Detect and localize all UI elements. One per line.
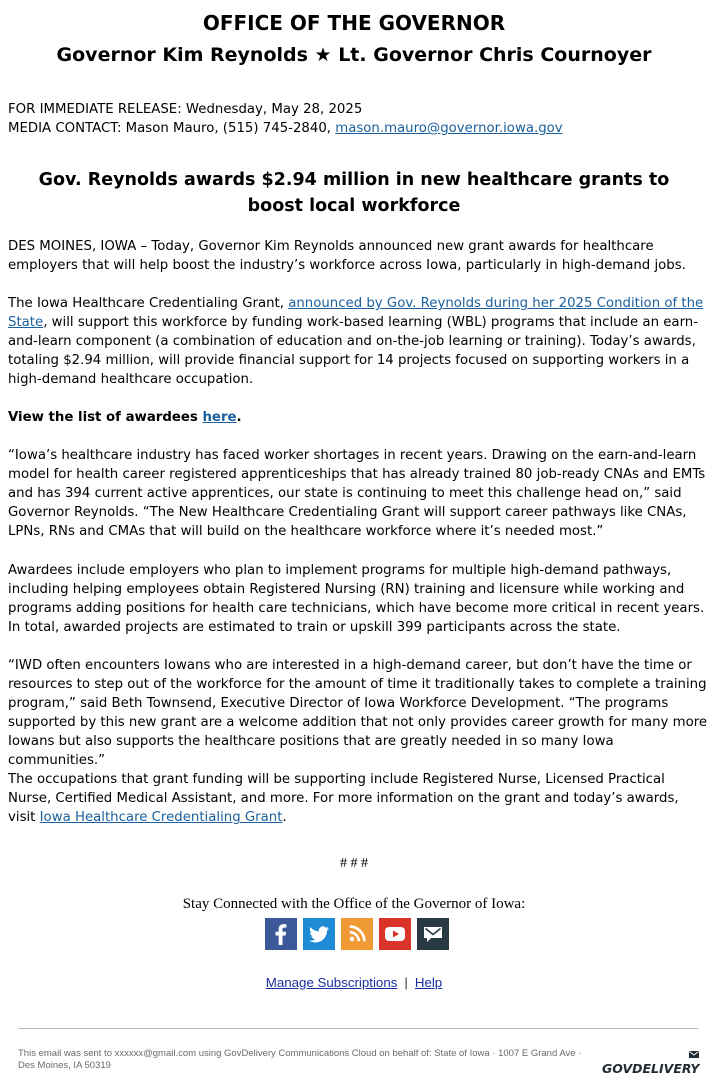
awardees-text: View the list of awardees: [8, 410, 203, 425]
release-date: FOR IMMEDIATE RELEASE: Wednesday, May 28, 2025: [8, 102, 363, 117]
footer-divider: [18, 1028, 698, 1029]
paragraph-intro: DES MOINES, IOWA – Today, Governor Kim Reynolds announced new grant awards for healthcare employers that will help boost the industry’s workforce across Iowa, particularly in high-demand jobs.: [8, 239, 686, 273]
awardees-here-link[interactable]: here: [202, 410, 237, 425]
footer-links: [0, 975, 708, 990]
help-link[interactable]: Help: [414, 975, 443, 990]
contact-email-link[interactable]: mason.mauro@governor.iowa.gov: [335, 121, 563, 136]
paragraph-grant: [8, 294, 708, 389]
manage-subscriptions-link[interactable]: Manage Subscriptions: [265, 975, 398, 990]
office-title: OFFICE OF THE GOVERNOR: [202, 11, 506, 35]
media-contact: [8, 119, 563, 138]
govdelivery-logo[interactable]: [600, 1050, 700, 1078]
email-icon[interactable]: [417, 918, 449, 950]
paragraph-occupations: [8, 770, 708, 827]
stay-connected-text: Stay Connected with the Office of the Governor of Iowa:: [182, 896, 526, 912]
social-icons: [265, 918, 449, 952]
youtube-icon[interactable]: [379, 918, 411, 950]
awardees-line: [8, 408, 708, 427]
link-separator: |: [404, 975, 408, 990]
rss-icon[interactable]: [341, 918, 373, 950]
paragraph-governor-quote: “Iowa’s healthcare industry has faced worker shortages in recent years. Drawing on the earn-and-learn model for health career registered apprenticeships that has already trained 80 job-ready CNAs and EMTs and has 394 current active apprentices, our state is continuing to meet this challenge head on,” said Governor Reynolds. “The New Healthcare Credentialing Grant will support career pathways like CNAs, LPNs, RNs and CMAs that will build on the healthcare workforce where it’s needed most.”: [8, 448, 706, 539]
paragraph-grant-end: , will support this workforce by funding work-based learning (WBL) programs that include an earn-and-learn component (a combination of education and on-the-job learning or training). Today’s awards, totaling $2.94 million, will provide financial support for 14 projects focused on supporting workers in a high-demand healthcare occupation.: [8, 315, 699, 387]
paragraph-grant-start: The Iowa Healthcare Credentialing Grant,: [8, 296, 289, 311]
governors-line: Governor Kim Reynolds ★ Lt. Governor Chris Cournoyer: [56, 44, 652, 66]
end-mark: # # #: [340, 856, 368, 871]
paragraph-awardees: Awardees include employers who plan to implement programs for multiple high-demand pathways, including helping employees obtain Registered Nursing (RN) training and licensure while working and programs adding positions for health care technicians, which have become more critical in recent years. In total, awarded projects are estimated to train or upskill 399 participants across the state.: [8, 563, 705, 635]
release-meta: [8, 100, 563, 138]
media-contact-text: MEDIA CONTACT: Mason Mauro, (515) 745-2840,: [8, 121, 336, 136]
footer-text: This email was sent to xxxxxx@gmail.com using GovDelivery Communications Cloud on behalf of: State of Iowa · 1007 E Grand Ave · Des Moines, IA 50319: [18, 1048, 582, 1071]
awardees-period: .: [236, 410, 242, 425]
paragraph-iwd-quote: “IWD often encounters Iowans who are interested in a high-demand career, but don’t have the time or resources to step out of the workforce for the amount of time it traditionally takes to complete a training program,” said Beth Townsend, Executive Director of Iowa Workforce Development. “The programs supported by this new grant are a welcome addition that not only provides career growth for many more Iowans but also supports the healthcare positions that are greatly needed in so many Iowa communities.”: [8, 658, 708, 768]
headline: Gov. Reynolds awards $2.94 million in new healthcare grants to boost local workforce: [38, 170, 670, 216]
paragraph-occupations-text: The occupations that grant funding will be supporting include Registered Nurse, Licensed Practical Nurse, Certified Medical Assistant, and more. For more information on the grant and today’s awards, visit: [8, 772, 679, 825]
govdelivery-logo-text: GOVDELIVERY: [602, 1061, 700, 1076]
twitter-icon[interactable]: [303, 918, 335, 950]
grant-info-link[interactable]: Iowa Healthcare Credentialing Grant: [39, 810, 283, 825]
facebook-icon[interactable]: [265, 918, 297, 950]
paragraph-occupations-end: .: [282, 810, 287, 825]
condition-of-state-link[interactable]: announced by Gov. Reynolds during her 2025 Condition of the State: [8, 296, 704, 330]
